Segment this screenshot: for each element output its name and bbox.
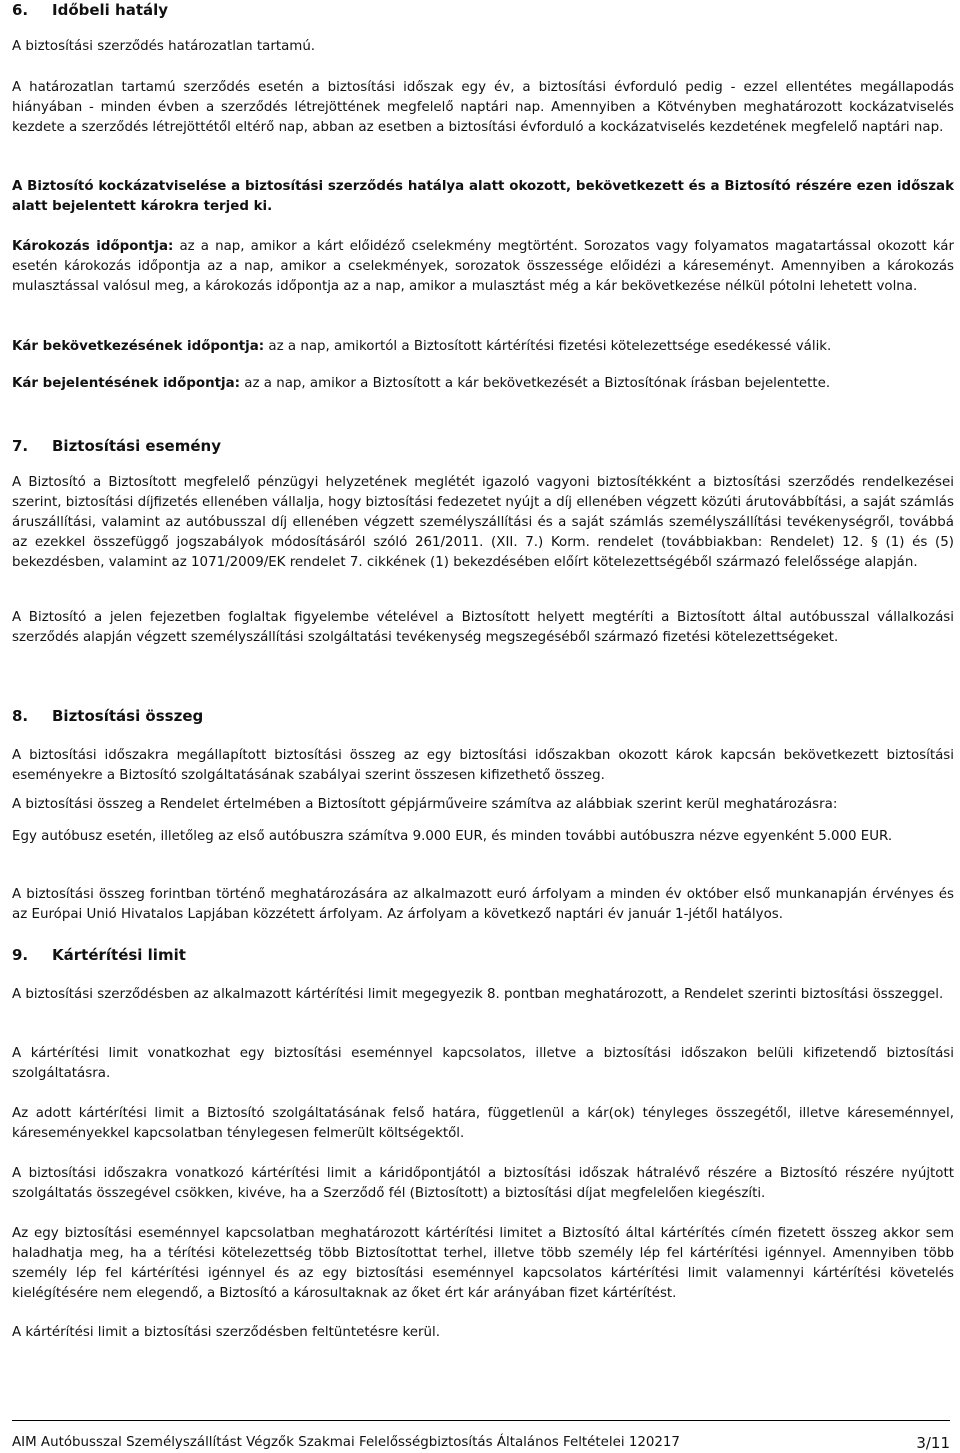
s6-definition-report-time (12, 374, 954, 394)
section-title: Biztosítási esemény (52, 437, 221, 455)
definition-text: az a nap, amikor a kárt előidéző cselekmény megtörtént. Sorozatos vagy folyamatos magatartással okozott kár esetén károkozás időpontja az a nap, amikor a cselekmények, sorozatok összessége előidézi a káreseményt. Amennyiben a károkozás mulasztással valósul meg, a károkozás időpontja az a nap, amikor a mulasztást még a kár bekövetkezése nélkül pótolni lehetett volna. (12, 239, 954, 294)
definition-text: az a nap, amikor a Biztosított a kár bekövetkezését a Biztosítónak írásban bejelentette. (240, 376, 831, 391)
s6-coverage-statement: A Biztosító kockázatviselése a biztosítási szerződés hatálya alatt okozott, bekövetkezett és a Biztosító részére ezen időszak alatt bejelentett károkra terjed ki. (12, 179, 954, 214)
section-number: 7. (12, 437, 29, 455)
s9-paragraph-6: A kártérítési limit a biztosítási szerződésben feltüntetésre kerül. (12, 1325, 440, 1340)
section-6-heading (12, 0, 168, 20)
s9-paragraph-2: A kártérítési limit vonatkozhat egy biztosítási eseménnyel kapcsolatos, illetve a biztosítási időszakon belüli kifizetendő biztosítási szolgáltatásra. (12, 1046, 954, 1081)
section-9-heading (12, 945, 186, 965)
s6-paragraph-1: A biztosítási szerződés határozatlan tartamú. (12, 39, 316, 54)
definition-term: Kár bekövetkezésének időpontja: (12, 339, 265, 354)
section-title: Kártérítési limit (52, 946, 186, 964)
definition-text: az a nap, amikortól a Biztosított kártérítési fizetési kötelezettsége esedékessé válik. (264, 339, 832, 354)
definition-term: Kár bejelentésének időpontja: (12, 376, 241, 391)
s6-definition-occurrence-time (12, 337, 954, 357)
s7-paragraph-1: A Biztosító a Biztosított megfelelő pénzügyi helyzetének meglétét igazoló vagyoni biztosítékként a biztosítási szerződés rendelkezései szerint, biztosítási díjfizetés ellenében vállalja, hogy biztosítási fedezetet nyújt a díj ellenében végzett közúti árutovábbítási, a saját számlás áruszállítási, valamint az autóbusszal díj ellenében végzett személyszállítási és a saját számlás személyszállítási tevékenységről, továbbá az ezekkel összefüggő jogszabályok módosításáról szóló 261/2011. (XII. 7.) Korm. rendelet (továbbiakban: Rendelet) 12. § (1) és (5) bekezdésben, valamint az 1071/2009/EK rendelet 7. cikkének (1) bekezdésében előírt kötelezettségéből származó felelőssége alapján. (12, 475, 954, 570)
section-7-heading (12, 436, 221, 456)
section-number: 8. (12, 707, 29, 725)
s6-paragraph-2: A határozatlan tartamú szerződés esetén a biztosítási időszak egy év, a biztosítási évforduló pedig - ezzel ellentétes megállapodás hiányában - minden évben a szerződés létrejöttének megfelelő naptári nap. Amennyiben a Kötvényben meghatározott kockázatviselés kezdete a szerződés létrejöttétől eltérő nap, abban az esetben a biztosítási évforduló a kockázatviselés kezdetének megfelelő naptári nap. (12, 80, 954, 135)
s9-paragraph-5: Az egy biztosítási eseménnyel kapcsolatban meghatározott kártérítési limitet a Biztosító által kártérítés címén fizetett összeg akkor sem haladhatja meg, ha a térítési kötelezettség több Biztosítottat terhel, illetve több személy lép fel kártérítési igénnyel. Amennyiben több személy lép fel kártérítési igénnyel és az egy biztosítási eseménnyel kapcsolatos kártérítési limit valamennyi kártérítési követelés kielégítésére nem elegendő, a Biztosító a károsultaknak az őket ért kár arányában fizet kártérítést. (12, 1226, 954, 1301)
s9-paragraph-1: A biztosítási szerződésben az alkalmazott kártérítési limit megegyezik 8. pontban meghatározott, a Rendelet szerinti biztosítási összeggel. (12, 987, 944, 1002)
s8-paragraph-3: Egy autóbusz esetén, illetőleg az első autóbuszra számítva 9.000 EUR, és minden további autóbuszra nézve egyenként 5.000 EUR. (12, 829, 893, 844)
s6-definition-damage-time (12, 237, 954, 297)
s8-paragraph-1: A biztosítási időszakra megállapított biztosítási összeg az egy biztosítási időszakban okozott károk kapcsán bekövetkezett biztosítási eseményekre a Biztosító szolgáltatásának szabályai szerint összesen kifizethető összeg. (12, 748, 954, 783)
section-8-heading (12, 706, 203, 726)
s8-paragraph-2: A biztosítási összeg a Rendelet értelmében a Biztosított gépjárműveire számítva az alábbiak szerint kerül meghatározásra: (12, 797, 838, 812)
section-number: 6. (12, 1, 29, 19)
definition-term: Károkozás időpontja: (12, 239, 174, 254)
section-number: 9. (12, 946, 29, 964)
s9-paragraph-4: A biztosítási időszakra vonatkozó kártérítési limit a káridőpontjától a biztosítási időszak hátralévő részére a Biztosító részére nyújtott szolgáltatás összegével csökken, kivéve, ha a Szerződő fél (Biztosított) a biztosítási díjat megfelelően kiegészíti. (12, 1166, 954, 1201)
section-title: Időbeli hatály (52, 1, 169, 19)
footer-document-title: AIM Autóbusszal Személyszállítást Végzők Szakmai Felelősségbiztosítás Általános Feltételei 120217 (12, 1435, 680, 1450)
section-title: Biztosítási összeg (52, 707, 204, 725)
page-footer (12, 1420, 950, 1453)
s9-paragraph-3: Az adott kártérítési limit a Biztosító szolgáltatásának felső határa, függetlenül a kár(ok) tényleges összegétől, illetve káreseménnyel, káreseményekkel kapcsolatban ténylegesen felmerült költségektől. (12, 1106, 954, 1141)
s7-paragraph-2: A Biztosító a jelen fejezetben foglaltak figyelembe vételével a Biztosított helyett megtéríti a Biztosított által autóbusszal vállalkozási szerződés alapján végzett személyszállítási szolgáltatási tevékenység megszegéséből származó fizetési kötelezettségeket. (12, 610, 954, 645)
s8-paragraph-4: A biztosítási összeg forintban történő meghatározására az alkalmazott euró árfolyam a minden év október első munkanapján érvényes és az Európai Unió Hivatalos Lapjában közzétett árfolyam. Az árfolyam a következő naptári év január 1-jétől hatályos. (12, 887, 954, 922)
footer-page-number: 3/11 (916, 1434, 950, 1452)
